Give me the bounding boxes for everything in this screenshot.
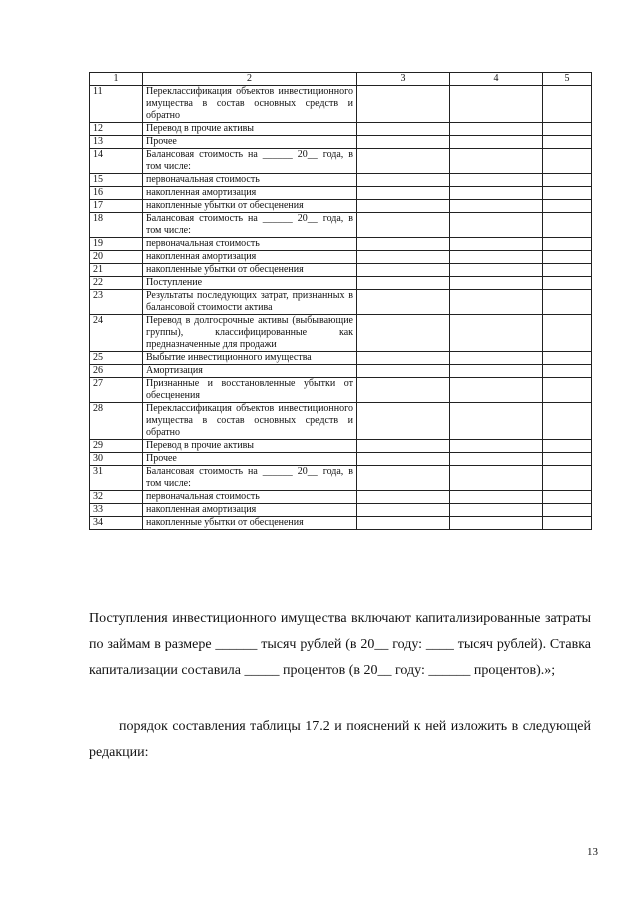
paragraph-capitalized-costs: Поступления инвестиционного имущества включают капитализированные затраты по займам в размере ______ тысяч рублей (в 20__ году: ____ тысяч рублей). Ставка капитализации составила _____ процентов (в 20__ году: ______ процентов).»; [89,611,591,678]
empty-cell-col-5 [543,491,592,504]
row-number: 34 [90,517,143,530]
empty-cell-col-4 [450,365,543,378]
empty-cell-col-3 [357,378,450,403]
table-row [90,491,592,504]
row-number: 14 [90,149,143,174]
empty-cell-col-4 [450,149,543,174]
row-description: Балансовая стоимость на ______ 20__ года, в том числе: [143,149,357,174]
empty-cell-col-4 [450,136,543,149]
row-description: накопленная амортизация [143,187,357,200]
empty-cell-col-4 [450,504,543,517]
row-description: Прочее [143,453,357,466]
paragraph-table-order: порядок составления таблицы 17.2 и пояснений к ней изложить в следующей редакции: [89,719,591,760]
empty-cell-col-4 [450,213,543,238]
empty-cell-col-5 [543,123,592,136]
empty-cell-col-4 [450,123,543,136]
empty-cell-col-4 [450,517,543,530]
table-row [90,352,592,365]
row-description: Перевод в прочие активы [143,123,357,136]
empty-cell-col-4 [450,440,543,453]
table-row [90,123,592,136]
table-row [90,365,592,378]
row-number: 13 [90,136,143,149]
empty-cell-col-5 [543,213,592,238]
empty-cell-col-5 [543,238,592,251]
empty-cell-col-5 [543,264,592,277]
empty-cell-col-3 [357,491,450,504]
row-description: первоначальная стоимость [143,238,357,251]
empty-cell-col-4 [450,491,543,504]
empty-cell-col-3 [357,315,450,352]
header-col-4: 4 [450,73,543,86]
empty-cell-col-3 [357,174,450,187]
empty-cell-col-3 [357,517,450,530]
table-row [90,277,592,290]
table-row [90,213,592,238]
empty-cell-col-4 [450,277,543,290]
row-description: Перевод в прочие активы [143,440,357,453]
empty-cell-col-3 [357,453,450,466]
row-number: 21 [90,264,143,277]
table-header-row [90,73,592,86]
empty-cell-col-3 [357,290,450,315]
empty-cell-col-5 [543,453,592,466]
empty-cell-col-3 [357,123,450,136]
empty-cell-col-4 [450,352,543,365]
table-row [90,238,592,251]
empty-cell-col-3 [357,365,450,378]
empty-cell-col-3 [357,200,450,213]
row-number: 32 [90,491,143,504]
empty-cell-col-5 [543,86,592,123]
empty-cell-col-3 [357,136,450,149]
empty-cell-col-4 [450,290,543,315]
empty-cell-col-3 [357,277,450,290]
row-description: Результаты последующих затрат, признанных в балансовой стоимости актива [143,290,357,315]
empty-cell-col-5 [543,136,592,149]
row-description: накопленные убытки от обесценения [143,200,357,213]
table-row [90,149,592,174]
data-table [89,72,592,530]
row-number: 29 [90,440,143,453]
row-number: 11 [90,86,143,123]
row-description: Переклассификация объектов инвестиционного имущества в состав основных средств и обратно [143,86,357,123]
row-number: 19 [90,238,143,251]
empty-cell-col-4 [450,251,543,264]
table-row [90,251,592,264]
row-description: Переклассификация объектов инвестиционного имущества в состав основных средств и обратно [143,403,357,440]
row-description: накопленные убытки от обесценения [143,264,357,277]
row-number: 16 [90,187,143,200]
empty-cell-col-3 [357,251,450,264]
table-row [90,378,592,403]
header-col-3: 3 [357,73,450,86]
empty-cell-col-5 [543,251,592,264]
empty-cell-col-3 [357,149,450,174]
empty-cell-col-3 [357,352,450,365]
empty-cell-col-4 [450,86,543,123]
table-row [90,440,592,453]
empty-cell-col-5 [543,504,592,517]
empty-cell-col-5 [543,149,592,174]
row-description: накопленные убытки от обесценения [143,517,357,530]
row-number: 12 [90,123,143,136]
empty-cell-col-4 [450,200,543,213]
empty-cell-col-5 [543,315,592,352]
empty-cell-col-3 [357,466,450,491]
row-number: 28 [90,403,143,440]
empty-cell-col-4 [450,238,543,251]
row-description: первоначальная стоимость [143,491,357,504]
empty-cell-col-4 [450,174,543,187]
row-description: Балансовая стоимость на ______ 20__ года, в том числе: [143,213,357,238]
table-row [90,315,592,352]
table-row [90,187,592,200]
table-row [90,517,592,530]
table-row [90,403,592,440]
row-number: 30 [90,453,143,466]
row-description: Балансовая стоимость на ______ 20__ года, в том числе: [143,466,357,491]
empty-cell-col-5 [543,290,592,315]
row-number: 20 [90,251,143,264]
table-row [90,200,592,213]
table-row [90,290,592,315]
row-description: накопленная амортизация [143,251,357,264]
empty-cell-col-5 [543,403,592,440]
empty-cell-col-3 [357,187,450,200]
row-number: 22 [90,277,143,290]
table-row [90,174,592,187]
empty-cell-col-4 [450,453,543,466]
row-description: Выбытие инвестиционного имущества [143,352,357,365]
row-number: 31 [90,466,143,491]
table-row [90,136,592,149]
empty-cell-col-5 [543,365,592,378]
header-col-5: 5 [543,73,592,86]
empty-cell-col-5 [543,187,592,200]
row-number: 15 [90,174,143,187]
empty-cell-col-3 [357,440,450,453]
empty-cell-col-4 [450,264,543,277]
row-number: 18 [90,213,143,238]
empty-cell-col-3 [357,403,450,440]
empty-cell-col-3 [357,504,450,517]
empty-cell-col-3 [357,238,450,251]
empty-cell-col-4 [450,466,543,491]
table-row [90,264,592,277]
empty-cell-col-4 [450,378,543,403]
empty-cell-col-5 [543,378,592,403]
page-number: 13 [587,846,598,858]
header-col-2: 2 [143,73,357,86]
row-number: 25 [90,352,143,365]
row-description: Прочее [143,136,357,149]
empty-cell-col-3 [357,86,450,123]
row-description: Амортизация [143,365,357,378]
empty-cell-col-5 [543,517,592,530]
row-description: Поступление [143,277,357,290]
row-description: Признанные и восстановленные убытки от обесценения [143,378,357,403]
empty-cell-col-3 [357,264,450,277]
row-number: 33 [90,504,143,517]
empty-cell-col-5 [543,352,592,365]
empty-cell-col-5 [543,440,592,453]
empty-cell-col-5 [543,277,592,290]
row-number: 26 [90,365,143,378]
row-description: накопленная амортизация [143,504,357,517]
row-number: 24 [90,315,143,352]
row-description: первоначальная стоимость [143,174,357,187]
empty-cell-col-4 [450,403,543,440]
table-row [90,453,592,466]
empty-cell-col-5 [543,174,592,187]
table-row [90,504,592,517]
empty-cell-col-5 [543,466,592,491]
row-number: 27 [90,378,143,403]
empty-cell-col-5 [543,200,592,213]
row-number: 17 [90,200,143,213]
empty-cell-col-4 [450,187,543,200]
empty-cell-col-4 [450,315,543,352]
empty-cell-col-3 [357,213,450,238]
table-row [90,466,592,491]
row-description: Перевод в долгосрочные активы (выбывающие группы), классифицированные как предназначенные для продажи [143,315,357,352]
header-col-1: 1 [90,73,143,86]
row-number: 23 [90,290,143,315]
table-row [90,86,592,123]
